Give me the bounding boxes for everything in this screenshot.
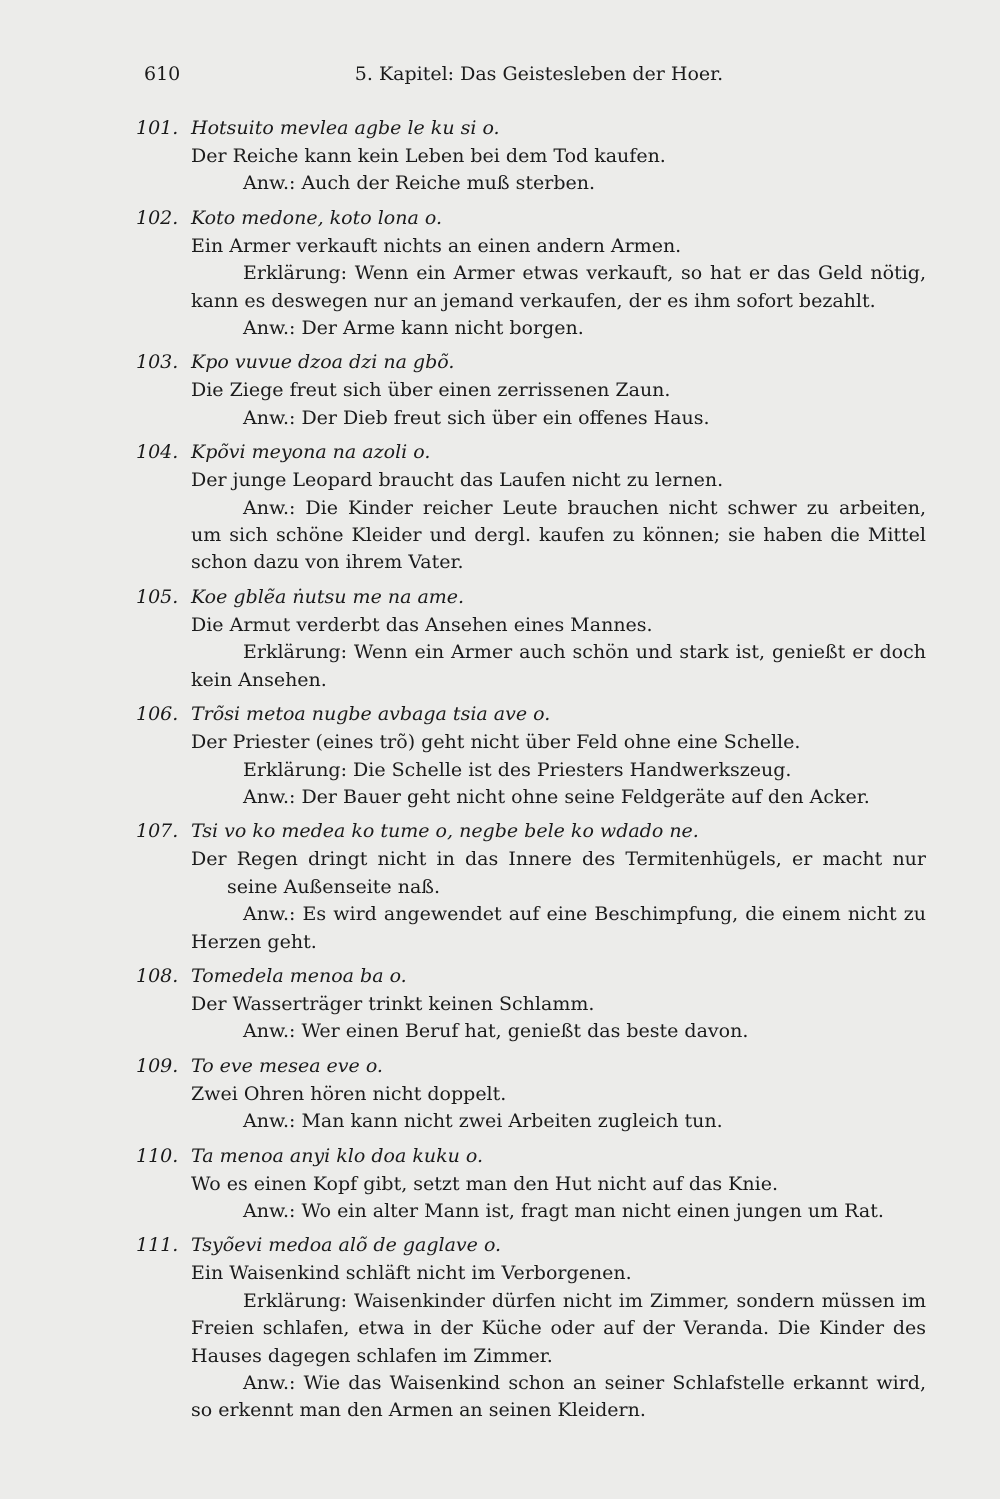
proverb-original: Koe gblẽa ṅutsu me na ame. [191,585,465,608]
proverb-note: Anw.: Der Bauer geht nicht ohne seine Feldgeräte auf den Acker. [243,785,870,808]
proverb-entry [136,203,926,343]
proverb-translation: Wo es einen Kopf gibt, setzt man den Hut nicht auf das Knie. [191,1172,778,1195]
proverb-number: 106. [136,703,179,726]
proverb-entry [136,113,926,198]
proverb-original: Hotsuito mevlea agbe le ku si o. [191,117,500,139]
proverb-heading [136,699,926,729]
proverb-note: Anw.: Man kann nicht zwei Arbeiten zugleich tun. [243,1110,723,1133]
proverb-entry [136,961,926,1046]
proverb-heading [136,113,926,143]
proverb-number: 107. [136,820,179,843]
proverb-note: Anw.: Wie das Waisenkind schon an seiner Schlafstelle erkannt wird, so erkennt man den Armen an seinen Kleidern. [191,1372,926,1422]
proverb-note: Anw.: Wer einen Beruf hat, genießt das beste davon. [243,1020,749,1043]
proverb-note: Erklärung: Die Schelle ist des Priesters Handwerkszeug. [243,758,792,781]
proverb-note: Anw.: Auch der Reiche muß sterben. [243,172,596,195]
proverb-heading [136,961,926,991]
proverb-translation: Ein Armer verkauft nichts an einen andern Armen. [191,234,682,257]
proverb-original: Koto medone, koto lona o. [191,206,442,229]
proverb-note: Erklärung: Wenn ein Armer auch schön und stark ist, genießt er doch kein Ansehen. [191,641,926,691]
proverb-entry [136,582,926,694]
proverb-translation: Ein Waisenkind schläft nicht im Verborgenen. [191,1262,632,1285]
proverb-number: 111. [136,1234,179,1257]
proverb-entry [136,347,926,432]
proverb-heading [136,1141,926,1171]
proverb-original: Trõsi metoa nugbe avbaga tsia ave o. [191,703,551,726]
proverb-heading [136,347,926,377]
proverb-note: Erklärung: Wenn ein Armer etwas verkauft, so hat er das Geld nötig, kann es deswegen nur an jemand verkaufen, der es ihm sofort bezahlt. [191,262,926,312]
proverb-entry [136,437,926,577]
proverb-entry [136,1230,926,1424]
proverb-number: 101. [136,117,179,139]
proverb-note: Anw.: Der Dieb freut sich über ein offenes Haus. [243,406,710,429]
proverb-translation: Zwei Ohren hören nicht doppelt. [191,1082,507,1105]
proverb-original: Tomedela menoa ba o. [191,964,407,987]
proverb-number: 109. [136,1054,179,1077]
proverb-list [136,113,926,1430]
proverb-original: To eve mesea eve o. [191,1054,383,1077]
proverb-translation: Die Armut verderbt das Ansehen eines Mannes. [191,613,653,636]
proverb-heading [136,437,926,467]
proverb-entry [136,1141,926,1226]
proverb-number: 108. [136,964,179,987]
proverb-number: 104. [136,441,179,464]
proverb-note: Anw.: Der Arme kann nicht borgen. [243,317,584,340]
proverb-translation: Der Reiche kann kein Leben bei dem Tod kaufen. [191,145,666,167]
proverb-original: Ta menoa anyi klo doa kuku o. [191,1144,484,1167]
proverb-translation: Der Priester (eines trõ) geht nicht über Feld ohne eine Schelle. [191,731,801,754]
proverb-translation: Der junge Leopard braucht das Laufen nicht zu lernen. [191,469,724,492]
proverb-number: 103. [136,351,179,374]
proverb-number: 102. [136,206,179,229]
proverb-heading [136,1051,926,1081]
proverb-entry [136,1051,926,1136]
proverb-number: 110. [136,1144,179,1167]
proverb-original: Kpo vuvue dzoa dzi na gbõ. [191,351,455,374]
proverb-heading [136,582,926,612]
proverb-note: Anw.: Die Kinder reicher Leute brauchen nicht schwer zu arbeiten, um sich schöne Kleider und dergl. kaufen zu können; sie haben die Mittel schon dazu von ihrem Vater. [191,496,926,574]
proverb-translation: Die Ziege freut sich über einen zerrissenen Zaun. [191,379,671,402]
proverb-note: Anw.: Es wird angewendet auf eine Beschimpfung, die einem nicht zu Herzen geht. [191,903,926,953]
proverb-original: Tsi vo ko medea ko tume o, negbe bele ko wdado ne. [191,820,699,843]
proverb-heading [136,1230,926,1260]
proverb-heading [136,203,926,233]
proverb-heading [136,816,926,846]
proverb-original: Tsyõevi medoa alõ de gaglave o. [191,1234,502,1257]
proverb-translation: Der Wasserträger trinkt keinen Schlamm. [191,992,595,1015]
proverb-note: Anw.: Wo ein alter Mann ist, fragt man nicht einen jungen um Rat. [243,1199,884,1222]
proverb-entry [136,699,926,811]
proverb-entry [136,816,926,956]
chapter-title: 5. Kapitel: Das Geistesleben der Hoer. [354,63,724,85]
proverb-original: Kpõvi meyona na azoli o. [191,441,431,464]
proverb-number: 105. [136,585,179,608]
proverb-translation: Der Regen dringt nicht in das Innere des Termitenhügels, er macht nur seine Außenseite naß. [191,848,926,898]
proverb-note: Erklärung: Waisenkinder dürfen nicht im Zimmer, sondern müssen im Freien schlafen, etwa in der Küche oder auf der Veranda. Die Kinder des Hauses dagegen schlafen im Zimmer. [191,1289,926,1367]
page-number: 610 [144,63,181,85]
